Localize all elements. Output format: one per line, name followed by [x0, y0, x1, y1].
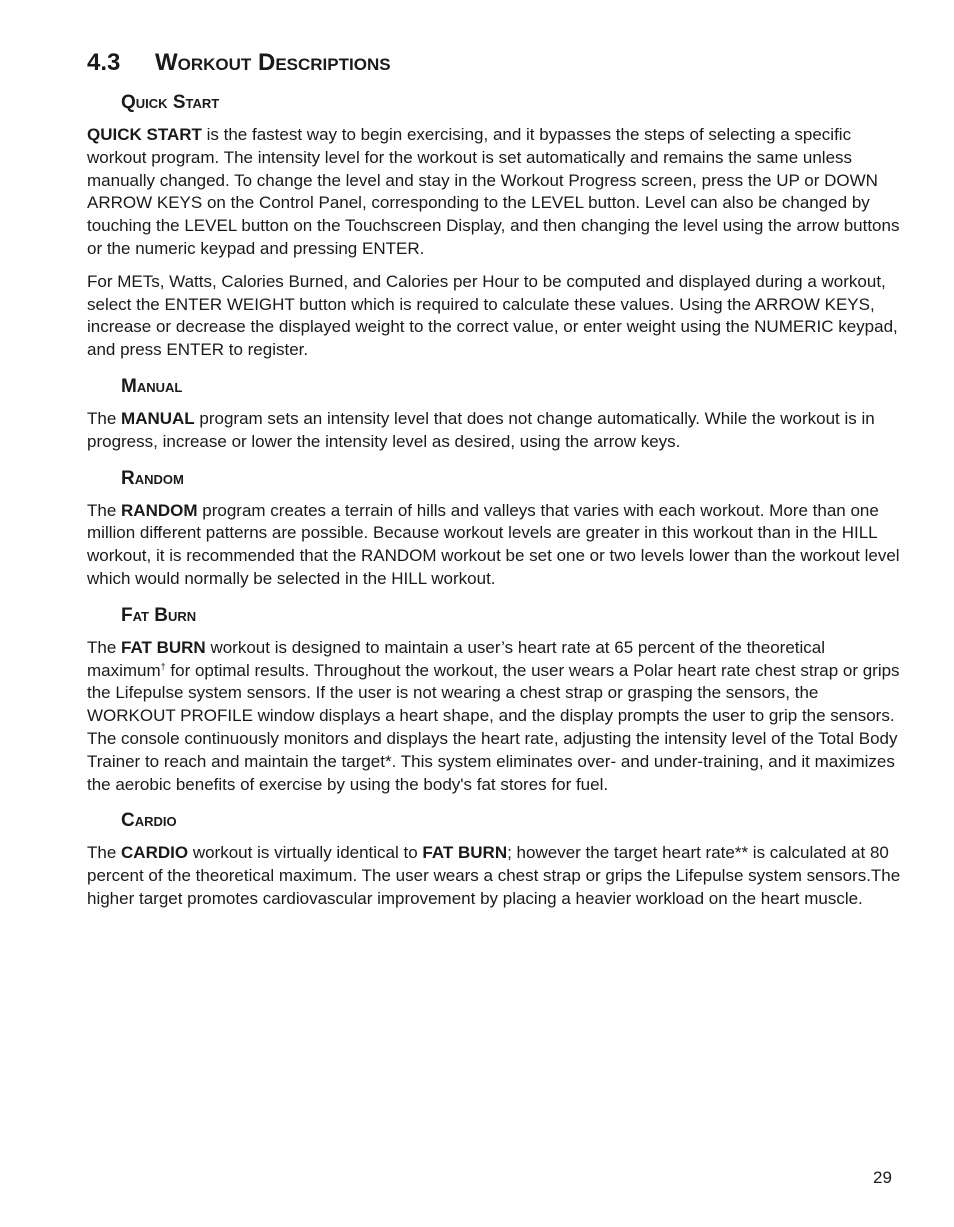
quick-start-paragraph-1: QUICK START is the fastest way to begin exercising, and it bypasses the steps of selecting a specific workout program. The intensity level for the workout is set automatically and remains the same unless manually changed. To change the level and stay in the Workout Progress screen, press the UP or DOWN ARROW KEYS on the Control Panel, corresponding to the LEVEL button. Level can also be changed by touching the LEVEL button on the Touchscreen Display, and then changing the level using the arrow buttons or the numeric keypad and pressing ENTER.: [87, 125, 900, 258]
fat-burn-reference: FAT BURN: [422, 843, 508, 863]
quick-start-paragraph-2: For METs, Watts, Calories Burned, and Calories per Hour to be computed and displayed during a workout, select the ENTER WEIGHT button which is required to calculate these values. Using the ARROW KEYS, increase or decrease the displayed weight to the correct value, or enter weight using the NUMERIC keypad, and press ENTER to register.: [87, 271, 898, 360]
random-paragraph: The RANDOM program creates a terrain of hills and valleys that varies with each workout. More than one million different patterns are possible. Because workout levels are greater in this workout than in the HILL workout, it is recommended that the RANDOM workout be set one or two levels lower than the workout level which would normally be selected in the HILL workout.: [87, 500, 900, 588]
cardio-paragraph: The CARDIO workout is virtually identical to FAT BURN; however the target heart rate** is calculated at 80 percent of the theoretical maximum. The user wears a chest strap or grips the Lifepulse system sensors.The higher target promotes cardiovascular improvement by placing a heavier workload on the heart muscle.: [87, 843, 901, 908]
heading-manual: Manual: [121, 375, 183, 397]
section-title-text: Workout Descriptions: [155, 49, 391, 76]
quick-start-term: QUICK START: [87, 125, 202, 144]
document-content: [87, 90, 907, 911]
dagger-footnote-mark: †: [160, 660, 166, 671]
cardio-term: CARDIO: [121, 843, 189, 863]
heading-fat-burn: Fat Burn: [121, 604, 197, 626]
manual-paragraph: The MANUAL program sets an intensity level that does not change automatically. While the workout is in progress, increase or lower the intensity level as desired, using the arrow keys.: [87, 408, 875, 451]
section-heading: [87, 46, 391, 80]
page-number: 29: [873, 1168, 892, 1187]
manual-term: MANUAL: [121, 408, 195, 428]
random-term: RANDOM: [121, 500, 198, 520]
heading-quick-start: Quick Start: [121, 92, 220, 113]
fat-burn-paragraph: The FAT BURN workout is designed to maintain a user’s heart rate at 65 percent of the theoretical maximum† for optimal results. Throughout the workout, the user wears a Polar heart rate chest strap or grips the Lifepulse system sensors. If the user is not wearing a chest strap or grasping the sensors, the WORKOUT PROFILE window displays a heart shape, and the display prompts the user to grip the sensors. The console continuously monitors and displays the heart rate, adjusting the intensity level of the Total Body Trainer to reach and maintain the target*. This system eliminates over- and under-training, and it maximizes the aerobic benefits of exercise by using the body's fat stores for fuel.: [87, 637, 900, 794]
fat-burn-term: FAT BURN: [121, 637, 206, 657]
heading-cardio: Cardio: [121, 810, 177, 832]
heading-random: Random: [121, 467, 184, 489]
section-number: 4.3: [87, 49, 121, 76]
